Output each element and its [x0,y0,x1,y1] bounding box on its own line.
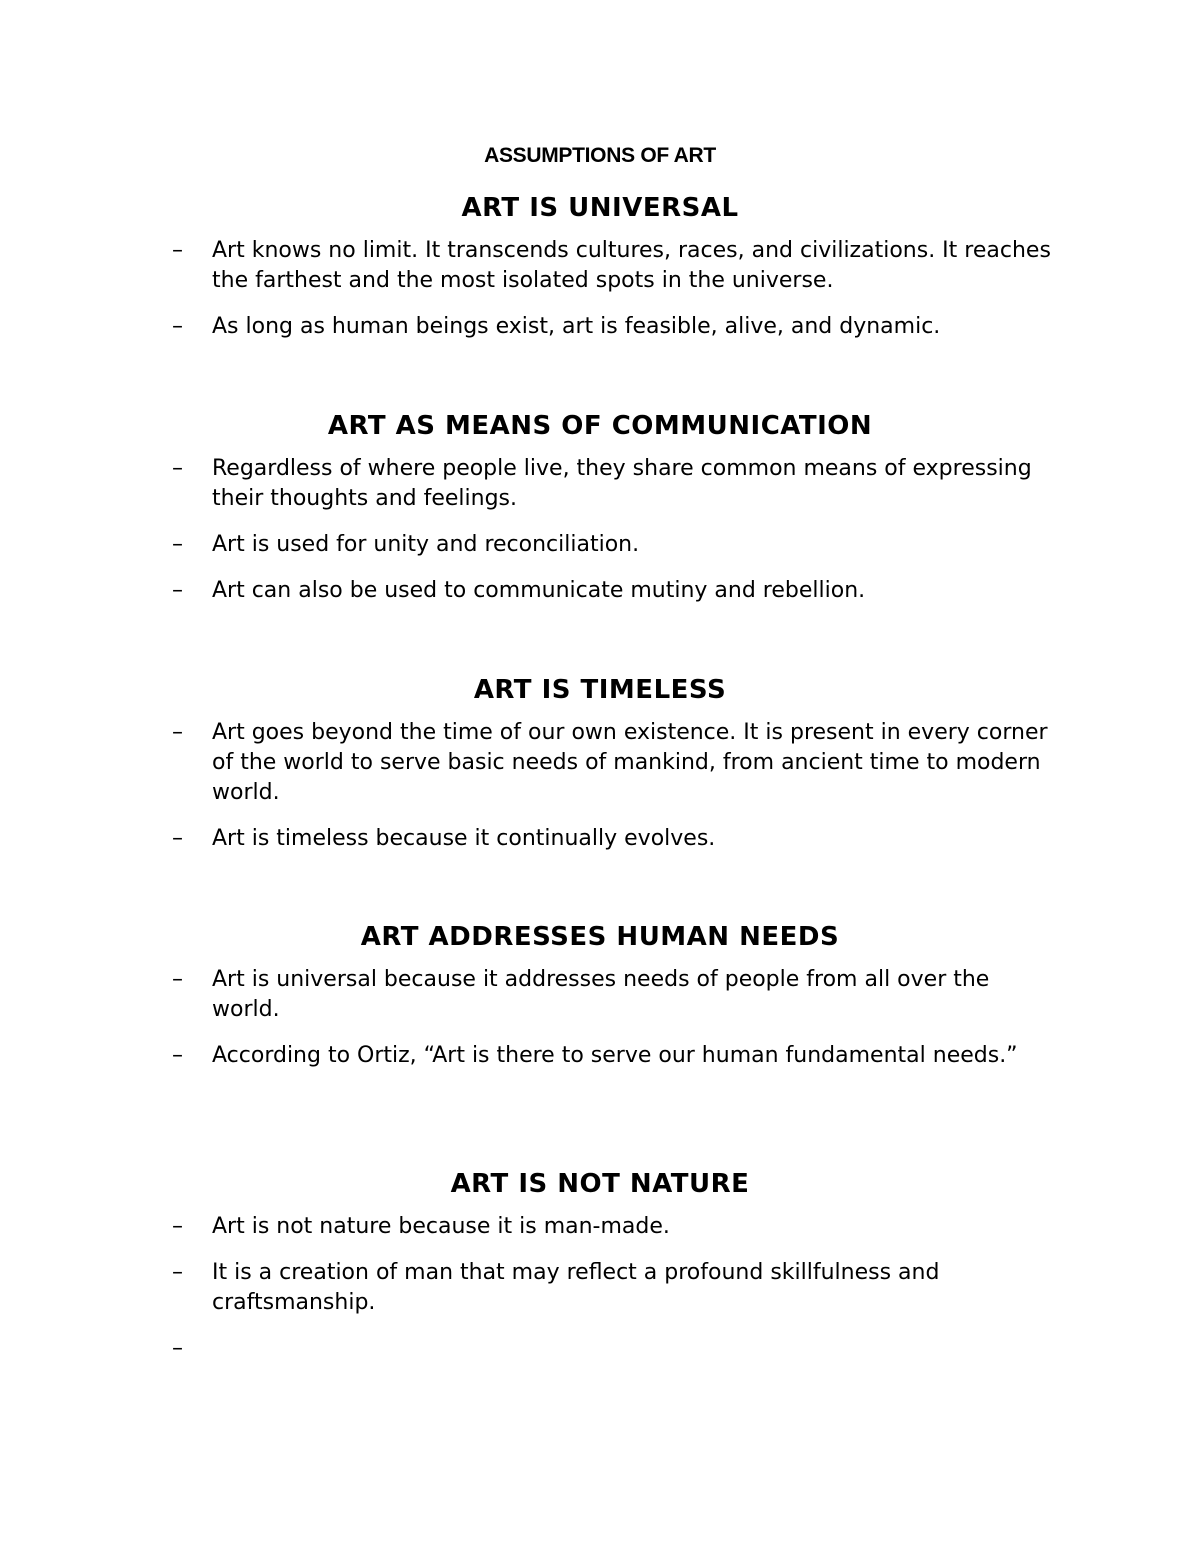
bullet-list [0,718,1200,854]
list-item-text: Art goes beyond the time of our own existence. It is present in every corner of the world to serve basic needs of mankind, from ancient time to modern world. [212,720,1048,805]
list-item-text: It is a creation of man that may reflect a profound skillfulness and craftsmanship. [212,1260,940,1315]
section-art-is-universal [0,192,1200,358]
section-heading: ART IS NOT NATURE [450,1169,750,1199]
section-heading: ART IS TIMELESS [473,675,727,705]
list-item [0,824,1062,854]
list-item-text: As long as human beings exist, art is feasible, alive, and dynamic. [212,314,941,339]
bullet-marker: – [172,1260,183,1285]
section-heading: ART ADDRESSES HUMAN NEEDS [360,922,840,952]
list-item [0,530,1062,560]
bullet-marker: – [172,1214,183,1239]
bullet-marker: – [172,1336,183,1361]
bullet-marker: – [172,826,183,851]
section-art-is-timeless [0,674,1200,870]
list-item-text: Art is universal because it addresses needs of people from all over the world. [212,967,990,1022]
section-art-as-means-of-communication [0,410,1200,622]
bullet-marker: – [172,720,183,745]
list-item-text: Art is not nature because it is man-made. [212,1214,670,1239]
bullet-list [0,965,1200,1071]
list-item-text: Art is timeless because it continually evolves. [212,826,716,851]
section-heading: ART AS MEANS OF COMMUNICATION [327,411,873,441]
bullet-marker: – [172,238,183,263]
list-item-text: According to Ortiz, “Art is there to serve our human fundamental needs.” [212,1043,1018,1068]
list-item-text: Art can also be used to communicate mutiny and rebellion. [212,578,866,603]
list-item-text: Art is used for unity and reconciliation. [212,532,640,557]
list-item-text: Regardless of where people live, they share common means of expressing their thoughts and feelings. [212,456,1032,511]
list-item [0,312,1062,342]
list-item [0,236,1062,296]
list-item [0,1041,1062,1071]
bullet-marker: – [172,1043,183,1068]
document-title: ASSUMPTIONS OF ART [484,144,716,167]
list-item [0,718,1062,808]
list-item [0,965,1062,1025]
bullet-marker: – [172,314,183,339]
bullet-marker: – [172,578,183,603]
list-item [0,1258,1062,1318]
bullet-list [0,1212,1200,1361]
bullet-marker: – [172,456,183,481]
list-item [0,576,1062,606]
list-item [0,1212,1062,1242]
list-item [0,454,1062,514]
section-art-addresses-human-needs [0,921,1200,1087]
bullet-marker: – [172,532,183,557]
bullet-list [0,454,1200,606]
section-art-is-not-nature [0,1168,1200,1361]
bullet-marker: – [172,967,183,992]
section-heading: ART IS UNIVERSAL [461,193,739,223]
list-item-text: Art knows no limit. It transcends cultures, races, and civilizations. It reaches the farthest and the most isolated spots in the universe. [212,238,1051,293]
bullet-list [0,236,1200,342]
